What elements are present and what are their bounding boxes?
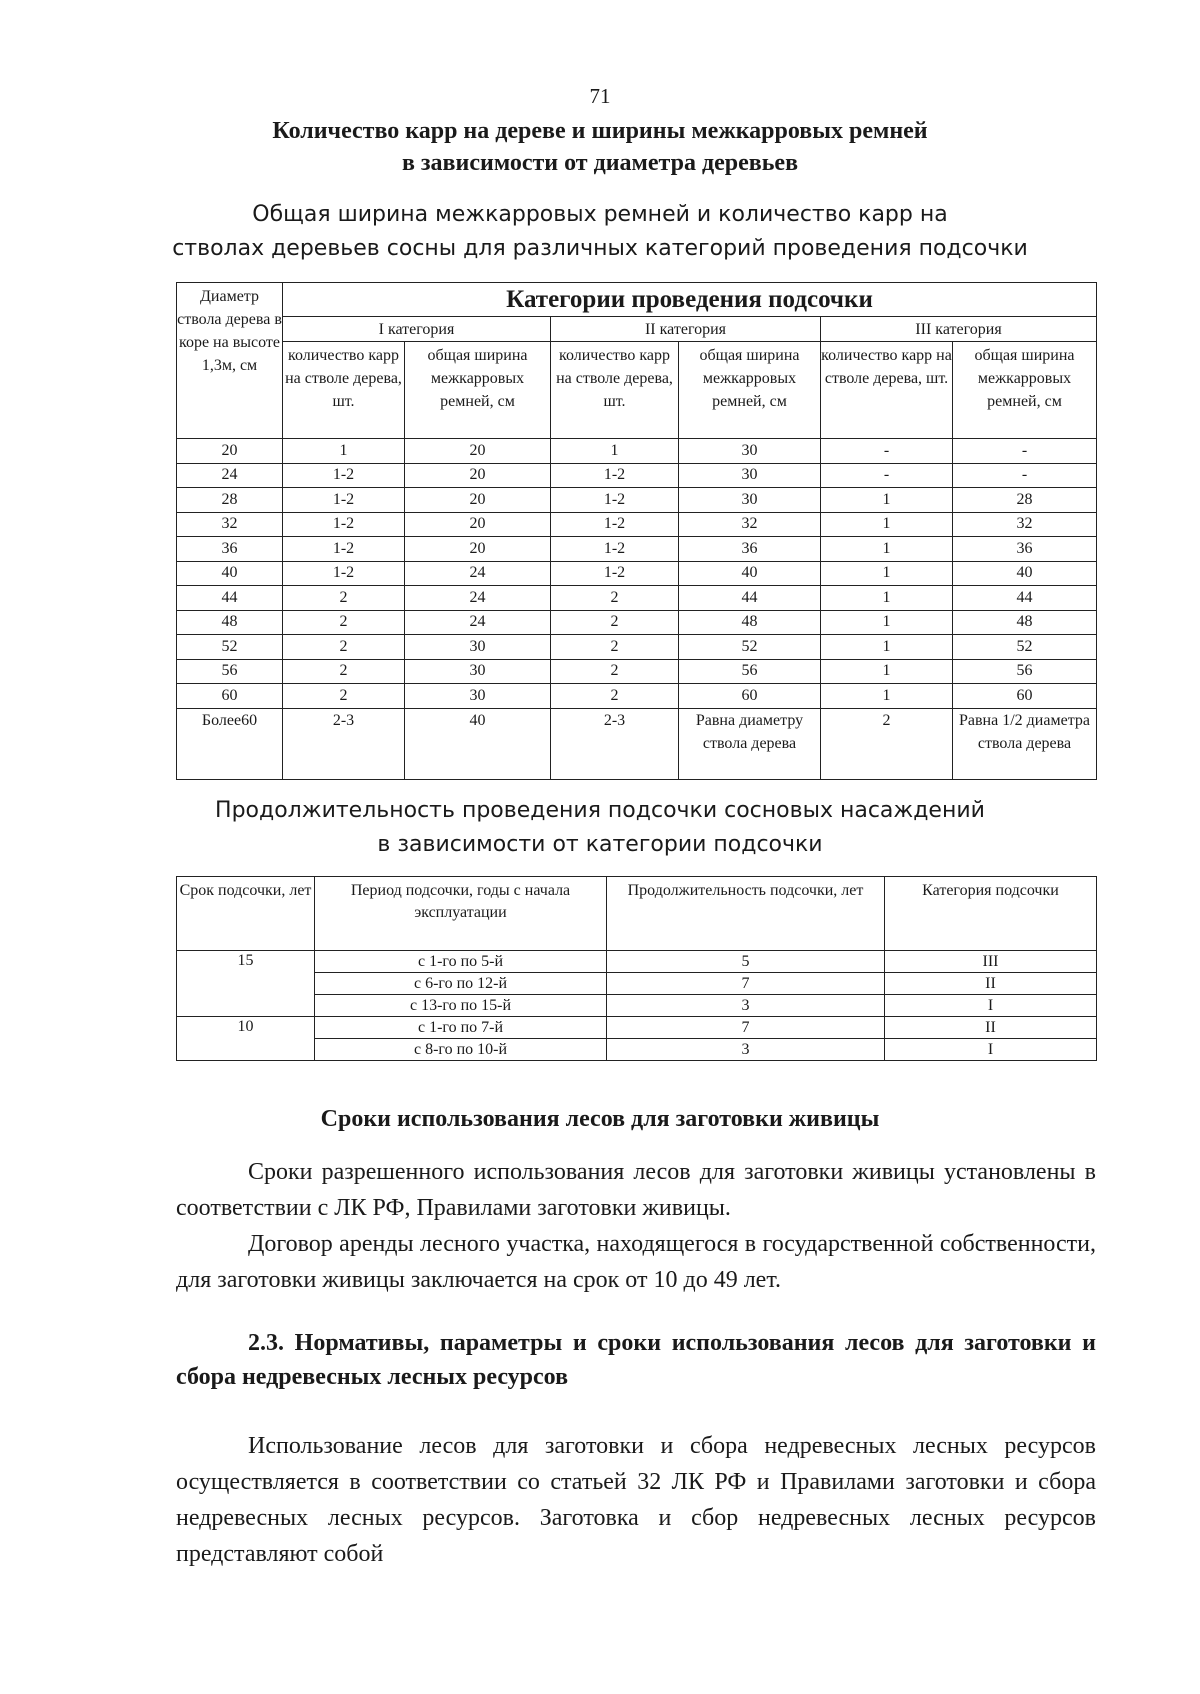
table-row [177,512,1097,537]
count-header: количество карр на стволе дерева, шт. [283,342,405,439]
table-cell: 28 [177,488,283,513]
table-cell: 56 [953,659,1097,684]
table-cell: 1 [821,659,953,684]
table-cell: 2 [283,659,405,684]
table-cell: с 1-го по 5-й [315,951,607,973]
table1-caption-line-1: Общая ширина межкарровых ремней и количество карр на [252,202,948,227]
table-cell: 1-2 [283,561,405,586]
table-cell: 20 [405,488,551,513]
diameter-header: Диаметр ствола дерева в коре на высоте 1,3м, см [177,283,283,439]
table-cell: 1-2 [551,561,679,586]
table-cell: 30 [405,684,551,709]
table-cell: 2 [551,684,679,709]
table-cell: 20 [405,439,551,464]
table-cell: с 8-го по 10-й [315,1039,607,1061]
table-cell: 1-2 [283,537,405,562]
table-cell: - [821,439,953,464]
table-row [177,610,1097,635]
table-cell: I [885,1039,1097,1061]
resin-section-heading: Сроки использования лесов для заготовки живицы [320,1106,880,1132]
table-cell: 48 [953,610,1097,635]
table-row [177,684,1097,709]
table-cell: 40 [405,708,551,779]
table-cell: 20 [405,463,551,488]
table-cell: 52 [177,635,283,660]
table-cell: 36 [177,537,283,562]
table-cell: 48 [679,610,821,635]
table-cell: III [885,951,1097,973]
table-row [177,659,1097,684]
table-cell: 24 [405,586,551,611]
table-cell: 24 [405,610,551,635]
table-cell: 1 [821,537,953,562]
tapping-categories-table [176,282,1097,780]
duration-header: Продолжительность подсочки, лет [607,877,885,951]
table-cell: 1 [821,512,953,537]
table-cell: 60 [953,684,1097,709]
table-cell: 60 [177,684,283,709]
resin-paragraph-2: Договор аренды лесного участка, находящегося в государственной собственности, для заготовки живицы заключается на срок от 10 до 49 лет. [176,1231,1096,1293]
table-cell: - [953,439,1097,464]
table-cell: 56 [177,659,283,684]
table-cell: 2 [551,610,679,635]
table-cell: 30 [679,488,821,513]
table-cell: 2 [821,708,953,779]
width-header: общая ширина межкарровых ремней, см [405,342,551,439]
table-cell: 60 [679,684,821,709]
resin-paragraph-1: Сроки разрешенного использования лесов для заготовки живицы установлены в соответствии с ЛК РФ, Правилами заготовки живицы. [176,1159,1096,1221]
table-cell: 52 [953,635,1097,660]
table-cell: с 1-го по 7-й [315,1017,607,1039]
title-line-2: в зависимости от диаметра деревьев [401,150,799,176]
table-cell: 2 [283,610,405,635]
table-cell: 52 [679,635,821,660]
table-cell: 2 [551,586,679,611]
table-cell: 30 [405,659,551,684]
width-header: общая ширина межкарровых ремней, см [679,342,821,439]
table-cell: 20 [405,537,551,562]
table-cell: Равна 1/2 диаметра ствола дерева [953,708,1097,779]
table-cell: Более60 [177,708,283,779]
table-cell: - [953,463,1097,488]
table-row [177,708,1097,779]
table-cell: 2 [551,659,679,684]
table-row [177,537,1097,562]
table-row [177,995,1097,1017]
table-cell: II [885,1017,1097,1039]
table-cell: 44 [953,586,1097,611]
table-cell: 1-2 [283,488,405,513]
table-cell: 24 [405,561,551,586]
table-cell: 7 [607,973,885,995]
table-cell: 2 [283,684,405,709]
table2-caption-line-2: в зависимости от категории подсочки [377,832,823,857]
table-cell: 30 [679,463,821,488]
table-cell: - [821,463,953,488]
table-cell: 3 [607,995,885,1017]
table-cell: 2-3 [283,708,405,779]
table-row [177,1017,1097,1039]
table-cell: 24 [177,463,283,488]
category-2-header: II категория [551,317,821,342]
table-cell: 1-2 [551,488,679,513]
table-row [177,439,1097,464]
table-row [177,635,1097,660]
table-row [177,488,1097,513]
table-cell: 1-2 [283,463,405,488]
table-cell: 32 [177,512,283,537]
table1-caption-line-2: стволах деревьев сосны для различных категорий проведения подсочки [172,236,1028,261]
table-cell: 20 [405,512,551,537]
table-row [177,586,1097,611]
table-cell: 1-2 [551,537,679,562]
category-header: Категория подсочки [885,877,1097,951]
table-cell: I [885,995,1097,1017]
table-cell: 32 [679,512,821,537]
table-cell: 56 [679,659,821,684]
table-cell: 44 [177,586,283,611]
table-cell: 1 [821,586,953,611]
table-cell: 2 [283,635,405,660]
table-row [177,463,1097,488]
table-cell: II [885,973,1097,995]
table-cell: 48 [177,610,283,635]
table-cell: 28 [953,488,1097,513]
table-cell: Равна диаметру ствола дерева [679,708,821,779]
table-cell: 2-3 [551,708,679,779]
table-cell: с 13-го по 15-й [315,995,607,1017]
table-cell: 44 [679,586,821,611]
table-cell: 1 [821,635,953,660]
table-cell: с 6-го по 12-й [315,973,607,995]
table-cell: 1 [821,488,953,513]
category-1-header: I категория [283,317,551,342]
table-cell: 30 [679,439,821,464]
table-cell: 2 [283,586,405,611]
period-header: Период подсочки, годы с начала эксплуатации [315,877,607,951]
category-3-header: III категория [821,317,1097,342]
term-header: Срок подсочки, лет [177,877,315,951]
categories-main-header: Категории проведения подсочки [283,283,1097,317]
table-cell: 36 [953,537,1097,562]
table-cell: 3 [607,1039,885,1061]
table-cell: 32 [953,512,1097,537]
term-cell: 15 [177,951,315,1017]
table-cell: 40 [177,561,283,586]
section-2-3-heading: 2.3. Нормативы, параметры и сроки использования лесов для заготовки и сбора недревесных лесных ресурсов [176,1330,1096,1390]
count-header: количество карр на стволе дерева, шт. [551,342,679,439]
table-cell: 1-2 [283,512,405,537]
table2-caption-line-1: Продолжительность проведения подсочки сосновых насаждений [215,798,985,823]
table-cell: 1 [551,439,679,464]
table-cell: 1 [283,439,405,464]
section-2-3-paragraph: Использование лесов для заготовки и сбора недревесных лесных ресурсов осуществляется в соответствии со статьей 32 ЛК РФ и Правилами заготовки и сбора недревесных лесных ресурсов. Заготовка и сбор недревесных лесных ресурсов представляют собой [176,1433,1096,1567]
table-cell: 40 [679,561,821,586]
table-row [177,973,1097,995]
table-cell: 1 [821,561,953,586]
table-cell: 2 [551,635,679,660]
table-cell: 7 [607,1017,885,1039]
tapping-duration-table [176,876,1097,1061]
table-row [177,951,1097,973]
table-cell: 5 [607,951,885,973]
width-header: общая ширина межкарровых ремней, см [953,342,1097,439]
table-cell: 20 [177,439,283,464]
table-row [177,1039,1097,1061]
table-cell: 1-2 [551,512,679,537]
table-cell: 1-2 [551,463,679,488]
count-header: количество карр на стволе дерева, шт. [821,342,953,439]
table-cell: 1 [821,684,953,709]
page-number: 71 [589,84,611,108]
title-line-1: Количество карр на дереве и ширины межкарровых ремней [272,118,928,144]
table-cell: 1 [821,610,953,635]
term-cell: 10 [177,1017,315,1061]
table-cell: 40 [953,561,1097,586]
table-cell: 36 [679,537,821,562]
table-row [177,561,1097,586]
table-cell: 30 [405,635,551,660]
